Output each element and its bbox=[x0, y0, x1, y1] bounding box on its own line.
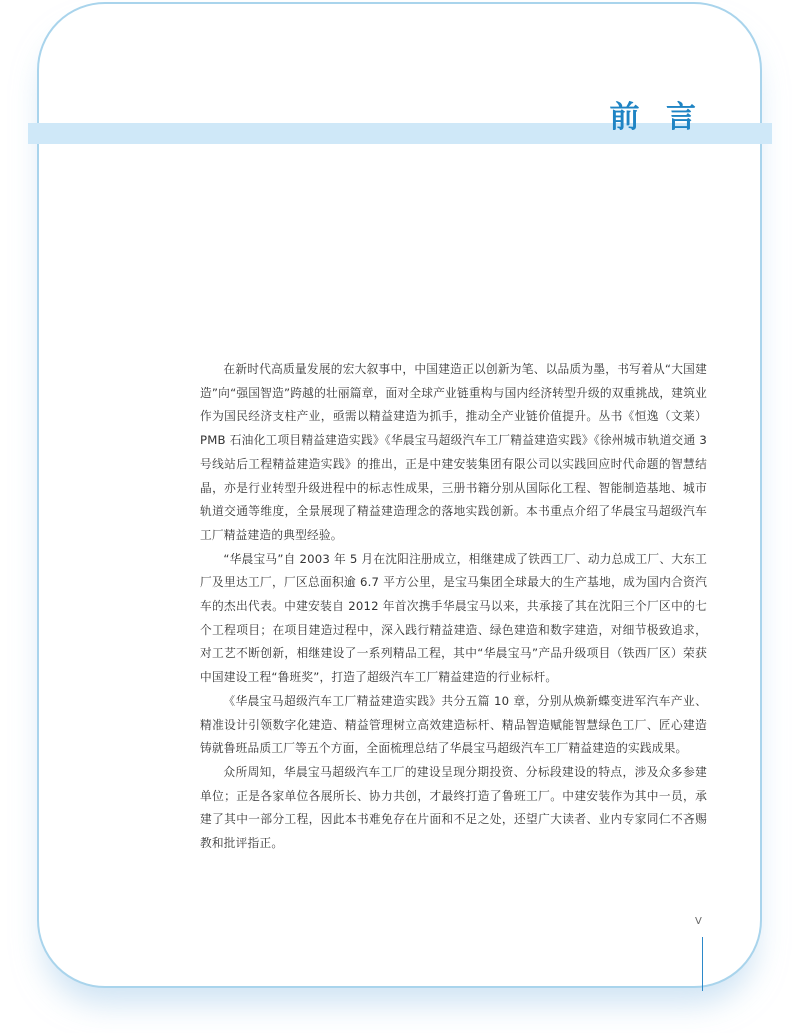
paragraph: 在新时代高质量发展的宏大叙事中，中国建造正以创新为笔、以品质为墨，书写着从“大国建造”向“强国智造”跨越的壮丽篇章，面对全球产业链重构与国内经济转型升级的双重挑战，建筑业作为国民经济支柱产业，亟需以精益建造为抓手，推动全产业链价值提升。丛书《恒逸（文莱）PMB 石油化工项目精益建造实践》《华晨宝马超级汽车工厂精益建造实践》《徐州城市轨道交通 3 号线站后工程精益建造实践》的推出，正是中建安装集团有限公司以实践回应时代命题的智慧结晶，亦是行业转型升级进程中的标志性成果，三册书籍分别从国际化工程、智能制造基地、城市轨道交通等维度，全景展现了精益建造理念的落地实践创新。本书重点介绍了华晨宝马超级汽车工厂精益建造的典型经验。 bbox=[200, 362, 707, 542]
paragraph: 众所周知，华晨宝马超级汽车工厂的建设呈现分期投资、分标段建设的特点，涉及众多参建单位；正是各家单位各展所长、协力共创，才最终打造了鲁班工厂。中建安装作为其中一员，承建了其中一部分工程，因此本书难免存在片面和不足之处，还望广大读者、业内专家同仁不吝赐教和批评指正。 bbox=[200, 764, 707, 851]
paragraph: 《华晨宝马超级汽车工厂精益建造实践》共分五篇 10 章，分别从焕新蝶变进军汽车产业、精准设计引领数字化建造、精益管理树立高效建造标杆、精品智造赋能智慧绿色工厂、匠心建造铸就鲁班品质工厂等五个方面，全面梳理总结了华晨宝马超级汽车工厂精益建造的实践成果。 bbox=[200, 693, 707, 756]
page-number: V bbox=[695, 916, 702, 927]
page-title: 前 言 bbox=[609, 100, 704, 135]
paragraph: “华晨宝马”自 2003 年 5 月在沈阳注册成立，相继建成了铁西工厂、动力总成工厂、大东工厂及里达工厂，厂区总面积逾 6.7 平方公里，是宝马集团全球最大的生产基地，成为国内合资汽车的杰出代表。中建安装自 2012 年首次携手华晨宝马以来，共承接了其在沈阳三个厂区中的七个工程项目；在项目建造过程中，深入践行精益建造、绿色建造和数字建造，对细节极致追求，对工艺不断创新，相继建设了一系列精品工程，其中“华晨宝马”产品升级项目（铁西厂区）荣获中国建设工程“鲁班奖”，打造了超级汽车工厂精益建造的行业标杆。 bbox=[200, 551, 707, 685]
page-number-rule bbox=[702, 937, 703, 991]
body-text bbox=[200, 358, 707, 856]
